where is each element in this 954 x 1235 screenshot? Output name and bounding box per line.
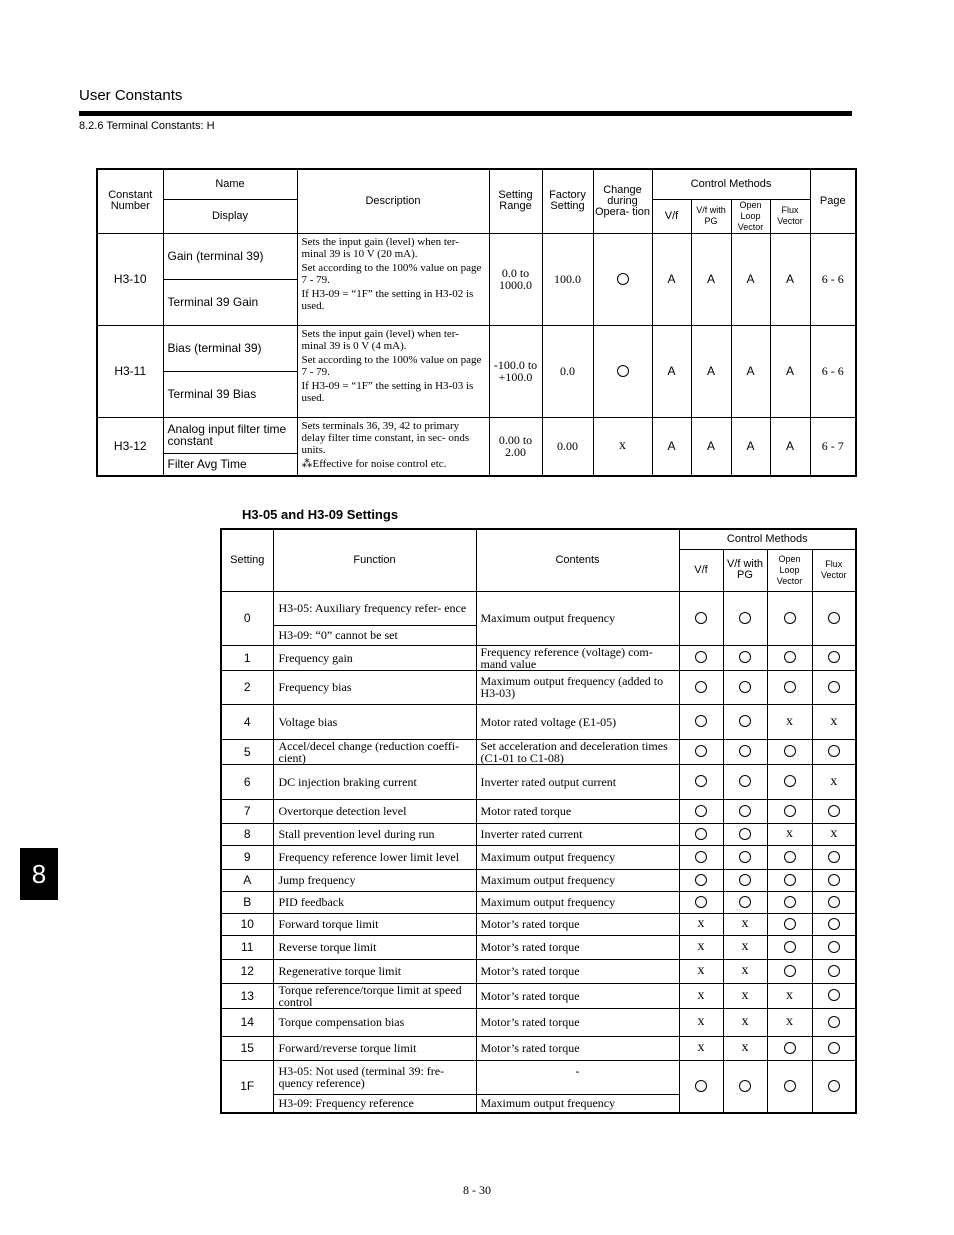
table-row xyxy=(221,670,856,704)
table-row xyxy=(221,799,856,823)
col-flux-vector: Flux Vector xyxy=(770,199,810,233)
table-row xyxy=(221,764,856,799)
table-row xyxy=(221,645,856,670)
method-mark: x xyxy=(679,983,723,1008)
contents-text: Maximum output frequency xyxy=(476,591,679,645)
method-mark xyxy=(679,799,723,823)
constant-description xyxy=(297,417,489,476)
setting-value: 1F xyxy=(221,1060,273,1113)
method-mark xyxy=(812,739,856,764)
table-row xyxy=(221,591,856,625)
constant-number: H3-10 xyxy=(97,233,163,325)
setting-value: B xyxy=(221,891,273,913)
setting-value: 5 xyxy=(221,739,273,764)
circle-mark-icon xyxy=(695,681,707,693)
method-mark xyxy=(679,891,723,913)
setting-value: 14 xyxy=(221,1008,273,1036)
circle-mark-icon xyxy=(617,273,629,285)
method-mark xyxy=(679,764,723,799)
constant-name: Bias (terminal 39) xyxy=(163,325,297,371)
table-row xyxy=(221,983,856,1008)
method-mark xyxy=(679,704,723,739)
method-mark xyxy=(723,869,767,891)
table-row xyxy=(221,739,856,764)
constant-number: H3-11 xyxy=(97,325,163,417)
factory-setting: 0.0 xyxy=(542,325,593,417)
factory-setting: 0.00 xyxy=(542,417,593,476)
function-text: H3-09: Frequency reference xyxy=(273,1094,476,1113)
table-row xyxy=(221,823,856,845)
constant-display: Terminal 39 Bias xyxy=(163,371,297,417)
setting-range: -100.0 to +100.0 xyxy=(489,325,542,417)
method-mark: x xyxy=(723,913,767,935)
method-mark xyxy=(679,739,723,764)
function-text: H3-09: “0” cannot be set xyxy=(273,625,476,645)
setting-value: 1 xyxy=(221,645,273,670)
method-mark xyxy=(812,845,856,869)
method-mark xyxy=(767,891,812,913)
method-mark xyxy=(679,645,723,670)
setting-value: 15 xyxy=(221,1036,273,1060)
circle-mark-icon xyxy=(739,651,751,663)
constant-description xyxy=(297,325,489,417)
circle-mark-icon xyxy=(828,681,840,693)
circle-mark-icon xyxy=(695,851,707,863)
constant-name: Analog input filter time constant xyxy=(163,417,297,453)
method-mark: x xyxy=(723,983,767,1008)
settings-table-title: H3-05 and H3-09 Settings xyxy=(242,507,399,522)
setting-value: 0 xyxy=(221,591,273,645)
circle-mark-icon xyxy=(617,365,629,377)
contents-text: Motor’s rated torque xyxy=(476,983,679,1008)
function-text: Reverse torque limit xyxy=(273,935,476,959)
method-mark xyxy=(812,645,856,670)
contents-text: Set acceleration and deceleration times (C1-01 to C1-08) xyxy=(476,739,679,764)
function-text: PID feedback xyxy=(273,891,476,913)
contents-text: Inverter rated output current xyxy=(476,764,679,799)
method-mark: x xyxy=(767,1008,812,1036)
method-mark xyxy=(723,670,767,704)
page-ref: 6 - 6 xyxy=(810,325,856,417)
circle-mark-icon xyxy=(828,989,840,1001)
method-mark xyxy=(723,891,767,913)
method-mark xyxy=(767,591,812,645)
constant-name: Gain (terminal 39) xyxy=(163,233,297,279)
method-mark xyxy=(812,983,856,1008)
constant-display: Terminal 39 Gain xyxy=(163,279,297,325)
circle-mark-icon xyxy=(739,1080,751,1092)
circle-mark-icon xyxy=(695,715,707,727)
method-mark xyxy=(679,670,723,704)
page-ref: 6 - 7 xyxy=(810,417,856,476)
setting-value: 2 xyxy=(221,670,273,704)
circle-mark-icon xyxy=(739,715,751,727)
circle-mark-icon xyxy=(695,874,707,886)
function-text: H3-05: Auxiliary frequency refer- ence xyxy=(273,591,476,625)
method-mark xyxy=(767,1060,812,1113)
method-mark: x xyxy=(723,935,767,959)
circle-mark-icon xyxy=(739,775,751,787)
circle-mark-icon xyxy=(739,896,751,908)
table-row-h3-11 xyxy=(97,325,856,371)
contents-text: Maximum output frequency xyxy=(476,1094,679,1113)
method-vf-pg: A xyxy=(691,325,731,417)
function-text: Jump frequency xyxy=(273,869,476,891)
circle-mark-icon xyxy=(739,805,751,817)
method-mark: x xyxy=(679,1036,723,1060)
terminal-constants-table xyxy=(96,168,857,477)
table-row xyxy=(221,845,856,869)
method-mark xyxy=(812,591,856,645)
method-mark xyxy=(767,645,812,670)
circle-mark-icon xyxy=(828,1080,840,1092)
table-row xyxy=(221,1008,856,1036)
table-row xyxy=(221,913,856,935)
col-change-during-operation: Change during Opera- tion xyxy=(593,169,652,233)
circle-mark-icon xyxy=(828,745,840,757)
col-function: Function xyxy=(273,529,476,591)
table-row xyxy=(221,1060,856,1094)
function-text: Forward torque limit xyxy=(273,913,476,935)
page-ref: 6 - 6 xyxy=(810,233,856,325)
table-row xyxy=(221,891,856,913)
method-mark xyxy=(812,935,856,959)
constant-description xyxy=(297,233,489,325)
method-olv: A xyxy=(731,233,770,325)
method-mark: x xyxy=(723,959,767,983)
contents-text: - xyxy=(476,1060,679,1094)
circle-mark-icon xyxy=(828,918,840,930)
circle-mark-icon xyxy=(739,681,751,693)
function-text: Voltage bias xyxy=(273,704,476,739)
circle-mark-icon xyxy=(784,965,796,977)
circle-mark-icon xyxy=(739,612,751,624)
description-line: ⁂Effective for noise control etc. xyxy=(301,457,447,470)
method-mark: x xyxy=(812,704,856,739)
method-flux: A xyxy=(770,233,810,325)
contents-text: Maximum output frequency xyxy=(476,845,679,869)
col-constant-number: Constant Number xyxy=(97,169,163,233)
circle-mark-icon xyxy=(828,874,840,886)
method-vf: A xyxy=(652,233,691,325)
setting-value: 12 xyxy=(221,959,273,983)
method-mark xyxy=(812,1060,856,1113)
constant-number: H3-12 xyxy=(97,417,163,476)
contents-text: Motor’s rated torque xyxy=(476,913,679,935)
method-mark xyxy=(812,670,856,704)
function-text: Torque reference/torque limit at speed control xyxy=(273,983,476,1008)
function-text: Accel/decel change (reduction coeffi- cient) xyxy=(273,739,476,764)
col-open-loop-vector: Open Loop Vector xyxy=(767,549,812,591)
header-rule xyxy=(79,111,852,116)
contents-text: Motor’s rated torque xyxy=(476,1008,679,1036)
col-setting-range: Setting Range xyxy=(489,169,542,233)
table-row xyxy=(221,959,856,983)
change-during-operation xyxy=(593,325,652,417)
col-setting: Setting xyxy=(221,529,273,591)
method-mark xyxy=(723,739,767,764)
col-contents: Contents xyxy=(476,529,679,591)
table-row-h3-12 xyxy=(97,417,856,453)
setting-value: 4 xyxy=(221,704,273,739)
function-text: Stall prevention level during run xyxy=(273,823,476,845)
circle-mark-icon xyxy=(784,941,796,953)
method-mark xyxy=(679,591,723,645)
circle-mark-icon xyxy=(695,1080,707,1092)
circle-mark-icon xyxy=(828,896,840,908)
circle-mark-icon xyxy=(784,775,796,787)
method-mark xyxy=(679,823,723,845)
function-text: Torque compensation bias xyxy=(273,1008,476,1036)
col-flux-vector: Flux Vector xyxy=(812,549,856,591)
setting-value: 6 xyxy=(221,764,273,799)
method-mark xyxy=(767,935,812,959)
col-vf-with-pg: V/f with PG xyxy=(723,549,767,591)
col-name: Name xyxy=(163,169,297,199)
method-mark xyxy=(767,799,812,823)
circle-mark-icon xyxy=(784,612,796,624)
circle-mark-icon xyxy=(828,965,840,977)
function-text: Frequency bias xyxy=(273,670,476,704)
circle-mark-icon xyxy=(828,612,840,624)
method-olv: A xyxy=(731,417,770,476)
table-row xyxy=(221,935,856,959)
contents-text: Motor’s rated torque xyxy=(476,935,679,959)
method-mark xyxy=(767,739,812,764)
col-vf-with-pg: V/f with PG xyxy=(691,199,731,233)
method-mark xyxy=(723,845,767,869)
description-line: Set according to the 100% value on page 7 - 79. xyxy=(301,353,482,378)
table-row xyxy=(221,869,856,891)
chapter-tab: 8 xyxy=(20,848,58,900)
method-mark: x xyxy=(767,704,812,739)
circle-mark-icon xyxy=(784,745,796,757)
function-text: Regenerative torque limit xyxy=(273,959,476,983)
function-text: Overtorque detection level xyxy=(273,799,476,823)
method-mark xyxy=(767,869,812,891)
contents-text: Motor rated torque xyxy=(476,799,679,823)
method-mark xyxy=(767,670,812,704)
method-mark xyxy=(723,591,767,645)
method-mark xyxy=(723,764,767,799)
setting-range: 0.0 to 1000.0 xyxy=(489,233,542,325)
method-mark xyxy=(723,1060,767,1113)
function-text: Frequency reference lower limit level xyxy=(273,845,476,869)
circle-mark-icon xyxy=(784,681,796,693)
description-line: Sets the input gain (level) when ter- minal 39 is 10 V (20 mA). xyxy=(301,235,459,260)
method-mark xyxy=(723,645,767,670)
method-mark: x xyxy=(723,1008,767,1036)
circle-mark-icon xyxy=(739,828,751,840)
method-mark xyxy=(723,799,767,823)
circle-mark-icon xyxy=(784,1080,796,1092)
circle-mark-icon xyxy=(739,851,751,863)
method-mark xyxy=(723,704,767,739)
method-vf: A xyxy=(652,417,691,476)
method-mark: x xyxy=(679,959,723,983)
circle-mark-icon xyxy=(784,874,796,886)
circle-mark-icon xyxy=(828,851,840,863)
circle-mark-icon xyxy=(695,612,707,624)
factory-setting: 100.0 xyxy=(542,233,593,325)
function-text: Frequency gain xyxy=(273,645,476,670)
change-during-operation: x xyxy=(593,417,652,476)
setting-value: 7 xyxy=(221,799,273,823)
contents-text: Maximum output frequency (added to H3-03) xyxy=(476,670,679,704)
method-mark xyxy=(767,764,812,799)
col-vf: V/f xyxy=(679,549,723,591)
method-mark: x xyxy=(767,983,812,1008)
method-mark xyxy=(812,891,856,913)
contents-text: Motor rated voltage (E1-05) xyxy=(476,704,679,739)
table-row-h3-10 xyxy=(97,233,856,279)
method-mark xyxy=(679,1060,723,1113)
setting-range: 0.00 to 2.00 xyxy=(489,417,542,476)
contents-text: Motor’s rated torque xyxy=(476,1036,679,1060)
method-vf: A xyxy=(652,325,691,417)
method-mark: x xyxy=(812,823,856,845)
method-mark: x xyxy=(812,764,856,799)
method-mark xyxy=(767,1036,812,1060)
circle-mark-icon xyxy=(784,851,796,863)
method-mark xyxy=(679,845,723,869)
description-line: If H3-09 = “1F” the setting in H3-02 is used. xyxy=(301,287,474,312)
method-mark xyxy=(812,913,856,935)
circle-mark-icon xyxy=(784,896,796,908)
method-mark xyxy=(812,799,856,823)
contents-text: Frequency reference (voltage) com- mand value xyxy=(476,645,679,670)
col-description: Description xyxy=(297,169,489,233)
circle-mark-icon xyxy=(828,1016,840,1028)
method-mark: x xyxy=(767,823,812,845)
method-flux: A xyxy=(770,417,810,476)
col-display: Display xyxy=(163,199,297,233)
circle-mark-icon xyxy=(828,941,840,953)
method-mark: x xyxy=(679,1008,723,1036)
setting-value: 13 xyxy=(221,983,273,1008)
circle-mark-icon xyxy=(784,651,796,663)
method-olv: A xyxy=(731,325,770,417)
method-mark: x xyxy=(679,913,723,935)
table-row xyxy=(221,704,856,739)
circle-mark-icon xyxy=(739,874,751,886)
circle-mark-icon xyxy=(695,651,707,663)
description-line: Sets terminals 36, 39, 42 to primary delay filter time constant, in sec- onds units. xyxy=(301,419,470,456)
method-mark xyxy=(767,913,812,935)
col-page: Page xyxy=(810,169,856,233)
section-label: 8.2.6 Terminal Constants: H xyxy=(79,120,215,132)
method-mark xyxy=(812,959,856,983)
circle-mark-icon xyxy=(828,805,840,817)
description-line: Set according to the 100% value on page 7 - 79. xyxy=(301,261,482,286)
setting-value: 10 xyxy=(221,913,273,935)
circle-mark-icon xyxy=(828,1042,840,1054)
method-flux: A xyxy=(770,325,810,417)
circle-mark-icon xyxy=(784,805,796,817)
circle-mark-icon xyxy=(695,828,707,840)
circle-mark-icon xyxy=(739,745,751,757)
method-mark xyxy=(679,869,723,891)
contents-text: Motor’s rated torque xyxy=(476,959,679,983)
function-text: H3-05: Not used (terminal 39: fre- quency reference) xyxy=(273,1060,476,1094)
circle-mark-icon xyxy=(695,775,707,787)
circle-mark-icon xyxy=(828,651,840,663)
page-number: 8 - 30 xyxy=(463,1183,491,1197)
method-mark: x xyxy=(679,935,723,959)
contents-text: Maximum output frequency xyxy=(476,891,679,913)
col-control-methods: Control Methods xyxy=(679,529,856,549)
col-open-loop-vector: Open Loop Vector xyxy=(731,199,770,233)
change-during-operation xyxy=(593,233,652,325)
page-header-title: User Constants xyxy=(79,87,183,104)
method-mark xyxy=(812,869,856,891)
setting-value: 8 xyxy=(221,823,273,845)
method-vf-pg: A xyxy=(691,233,731,325)
table-row xyxy=(221,1036,856,1060)
col-control-methods: Control Methods xyxy=(652,169,810,199)
description-line: If H3-09 = “1F” the setting in H3-03 is used. xyxy=(301,379,474,404)
method-vf-pg: A xyxy=(691,417,731,476)
method-mark xyxy=(812,1036,856,1060)
method-mark xyxy=(723,823,767,845)
setting-value: A xyxy=(221,869,273,891)
constant-display: Filter Avg Time xyxy=(163,453,297,476)
method-mark: x xyxy=(723,1036,767,1060)
function-text: Forward/reverse torque limit xyxy=(273,1036,476,1060)
method-mark xyxy=(767,845,812,869)
method-mark xyxy=(812,1008,856,1036)
circle-mark-icon xyxy=(695,745,707,757)
setting-value: 9 xyxy=(221,845,273,869)
circle-mark-icon xyxy=(784,1042,796,1054)
description-line: Sets the input gain (level) when ter- minal 39 is 0 V (4 mA). xyxy=(301,327,459,352)
h3-05-h3-09-settings-table xyxy=(220,528,857,1114)
contents-text: Inverter rated current xyxy=(476,823,679,845)
col-vf: V/f xyxy=(652,199,691,233)
circle-mark-icon xyxy=(695,805,707,817)
setting-value: 11 xyxy=(221,935,273,959)
circle-mark-icon xyxy=(695,896,707,908)
method-mark xyxy=(767,959,812,983)
col-factory-setting: Factory Setting xyxy=(542,169,593,233)
contents-text: Maximum output frequency xyxy=(476,869,679,891)
circle-mark-icon xyxy=(784,918,796,930)
function-text: DC injection braking current xyxy=(273,764,476,799)
